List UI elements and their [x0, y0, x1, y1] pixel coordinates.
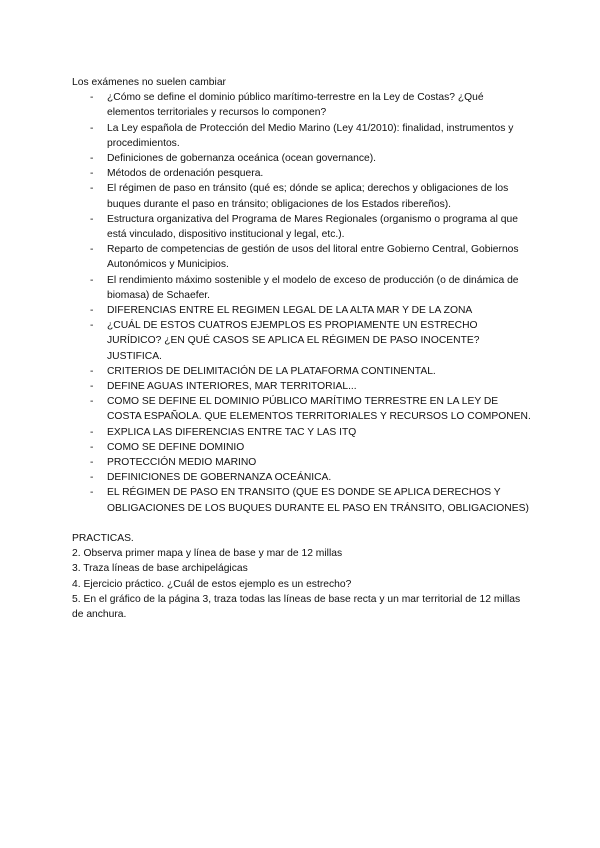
bullet-dash: -: [90, 244, 94, 256]
question-item: [72, 364, 532, 379]
question-text: PROTECCIÓN MEDIO MARINO: [107, 457, 257, 469]
question-text: COMO SE DEFINE EL DOMINIO PÚBLICO MARÍTIMO TERRESTRE EN LA LEY DE COSTA ESPAÑOLA. QUE ELEMENTOS TERRITORIALES Y RECURSOS LO COMPONEN.: [107, 396, 531, 423]
question-text: ¿CUÁL DE ESTOS CUATROS EJEMPLOS ES PROPIAMENTE UN ESTRECHO JURÍDICO? ¿EN QUÉ CASOS SE APLICA EL RÉGIMEN DE PASO INOCENTE? JUSTIFICA.: [107, 320, 480, 362]
bullet-dash: -: [90, 305, 94, 317]
practica-item: 2. Observa primer mapa y línea de base y mar de 12 millas: [72, 548, 343, 560]
bullet-dash: -: [90, 183, 94, 195]
question-text: La Ley española de Protección del Medio Marino (Ley 41/2010): finalidad, instrumentos y procedimientos.: [107, 122, 514, 149]
question-item: [72, 379, 532, 394]
question-item: [72, 273, 532, 303]
question-item: [72, 425, 532, 440]
practica-item: 3. Traza líneas de base archipelágicas: [72, 563, 248, 575]
question-text: Estructura organizativa del Programa de Mares Regionales (organismo o programa al que está vinculado, dispositivo institucional y legal, etc.).: [107, 213, 518, 241]
question-item: [72, 212, 532, 242]
bullet-dash: -: [90, 441, 94, 453]
bullet-dash: -: [90, 92, 94, 104]
question-text: CRITERIOS DE DELIMITACIÓN DE LA PLATAFORMA CONTINENTAL.: [107, 365, 436, 377]
question-text: DIFERENCIAS ENTRE EL REGIMEN LEGAL DE LA ALTA MAR Y DE LA ZONA: [107, 305, 473, 317]
question-item: [72, 303, 532, 318]
practica-item: 5. En el gráfico de la página 3, traza todas las líneas de base recta y un mar territorial de 12 millas de anchura.: [72, 593, 521, 620]
question-text: DEFINE AGUAS INTERIORES, MAR TERRITORIAL...: [107, 381, 357, 393]
bullet-dash: -: [90, 426, 94, 438]
question-text: El rendimiento máximo sostenible y el modelo de exceso de producción (o de dinámica de biomasa) de Schaefer.: [107, 274, 519, 301]
bullet-dash: -: [90, 122, 94, 134]
question-item: [72, 470, 532, 485]
bullet-dash: -: [90, 168, 94, 180]
question-text: Métodos de ordenación pesquera.: [107, 168, 264, 180]
question-item: [72, 166, 532, 181]
question-text: Reparto de competencias de gestión de usos del litoral entre Gobierno Central, Gobiernos Autonómicos y Municipios.: [107, 244, 519, 271]
bullet-dash: -: [90, 472, 94, 484]
question-text: EL RÉGIMEN DE PASO EN TRANSITO (QUE ES DONDE SE APLICA DERECHOS Y OBLIGACIONES DE LOS BUQUES DURANTE EL PASO EN TRÁNSITO, OBLIGACIONES): [107, 487, 529, 514]
bullet-dash: -: [90, 320, 94, 332]
question-item: [72, 242, 532, 272]
question-item: [72, 455, 532, 470]
question-text: Definiciones de gobernanza oceánica (ocean governance).: [107, 153, 377, 165]
question-text: DEFINICIONES DE GOBERNANZA OCEÁNICA.: [107, 472, 332, 484]
document-body: [72, 75, 532, 622]
question-item: [72, 318, 532, 364]
bullet-dash: -: [90, 457, 94, 469]
question-text: EXPLICA LAS DIFERENCIAS ENTRE TAC Y LAS ITQ: [107, 426, 357, 438]
question-list: [72, 90, 532, 516]
question-text: ¿Cómo se define el dominio público marítimo-terrestre en la Ley de Costas? ¿Qué elementos territoriales y recursos lo componen?: [107, 92, 484, 119]
question-text: COMO SE DEFINE DOMINIO: [107, 441, 245, 453]
bullet-dash: -: [90, 274, 94, 286]
practica-item: 4. Ejercicio práctico. ¿Cuál de estos ejemplo es un estrecho?: [72, 578, 352, 590]
question-item: [72, 90, 532, 120]
question-item: [72, 121, 532, 151]
practicas-list: [72, 546, 532, 622]
intro-line: Los exámenes no suelen cambiar: [72, 77, 226, 88]
question-item: [72, 181, 532, 211]
bullet-dash: -: [90, 396, 94, 408]
bullet-dash: -: [90, 487, 94, 499]
practicas-section: [72, 531, 532, 622]
bullet-dash: -: [90, 153, 94, 165]
bullet-dash: -: [90, 365, 94, 377]
question-item: [72, 394, 532, 424]
question-item: [72, 440, 532, 455]
bullet-dash: -: [90, 381, 94, 393]
question-item: [72, 485, 532, 515]
bullet-dash: -: [90, 213, 94, 225]
practicas-heading: PRACTICAS.: [72, 532, 134, 544]
question-text: El régimen de paso en tránsito (qué es; dónde se aplica; derechos y obligaciones de los buques durante el paso en tránsito; obligaciones de los Estados ribereños).: [107, 183, 509, 210]
question-item: [72, 151, 532, 166]
